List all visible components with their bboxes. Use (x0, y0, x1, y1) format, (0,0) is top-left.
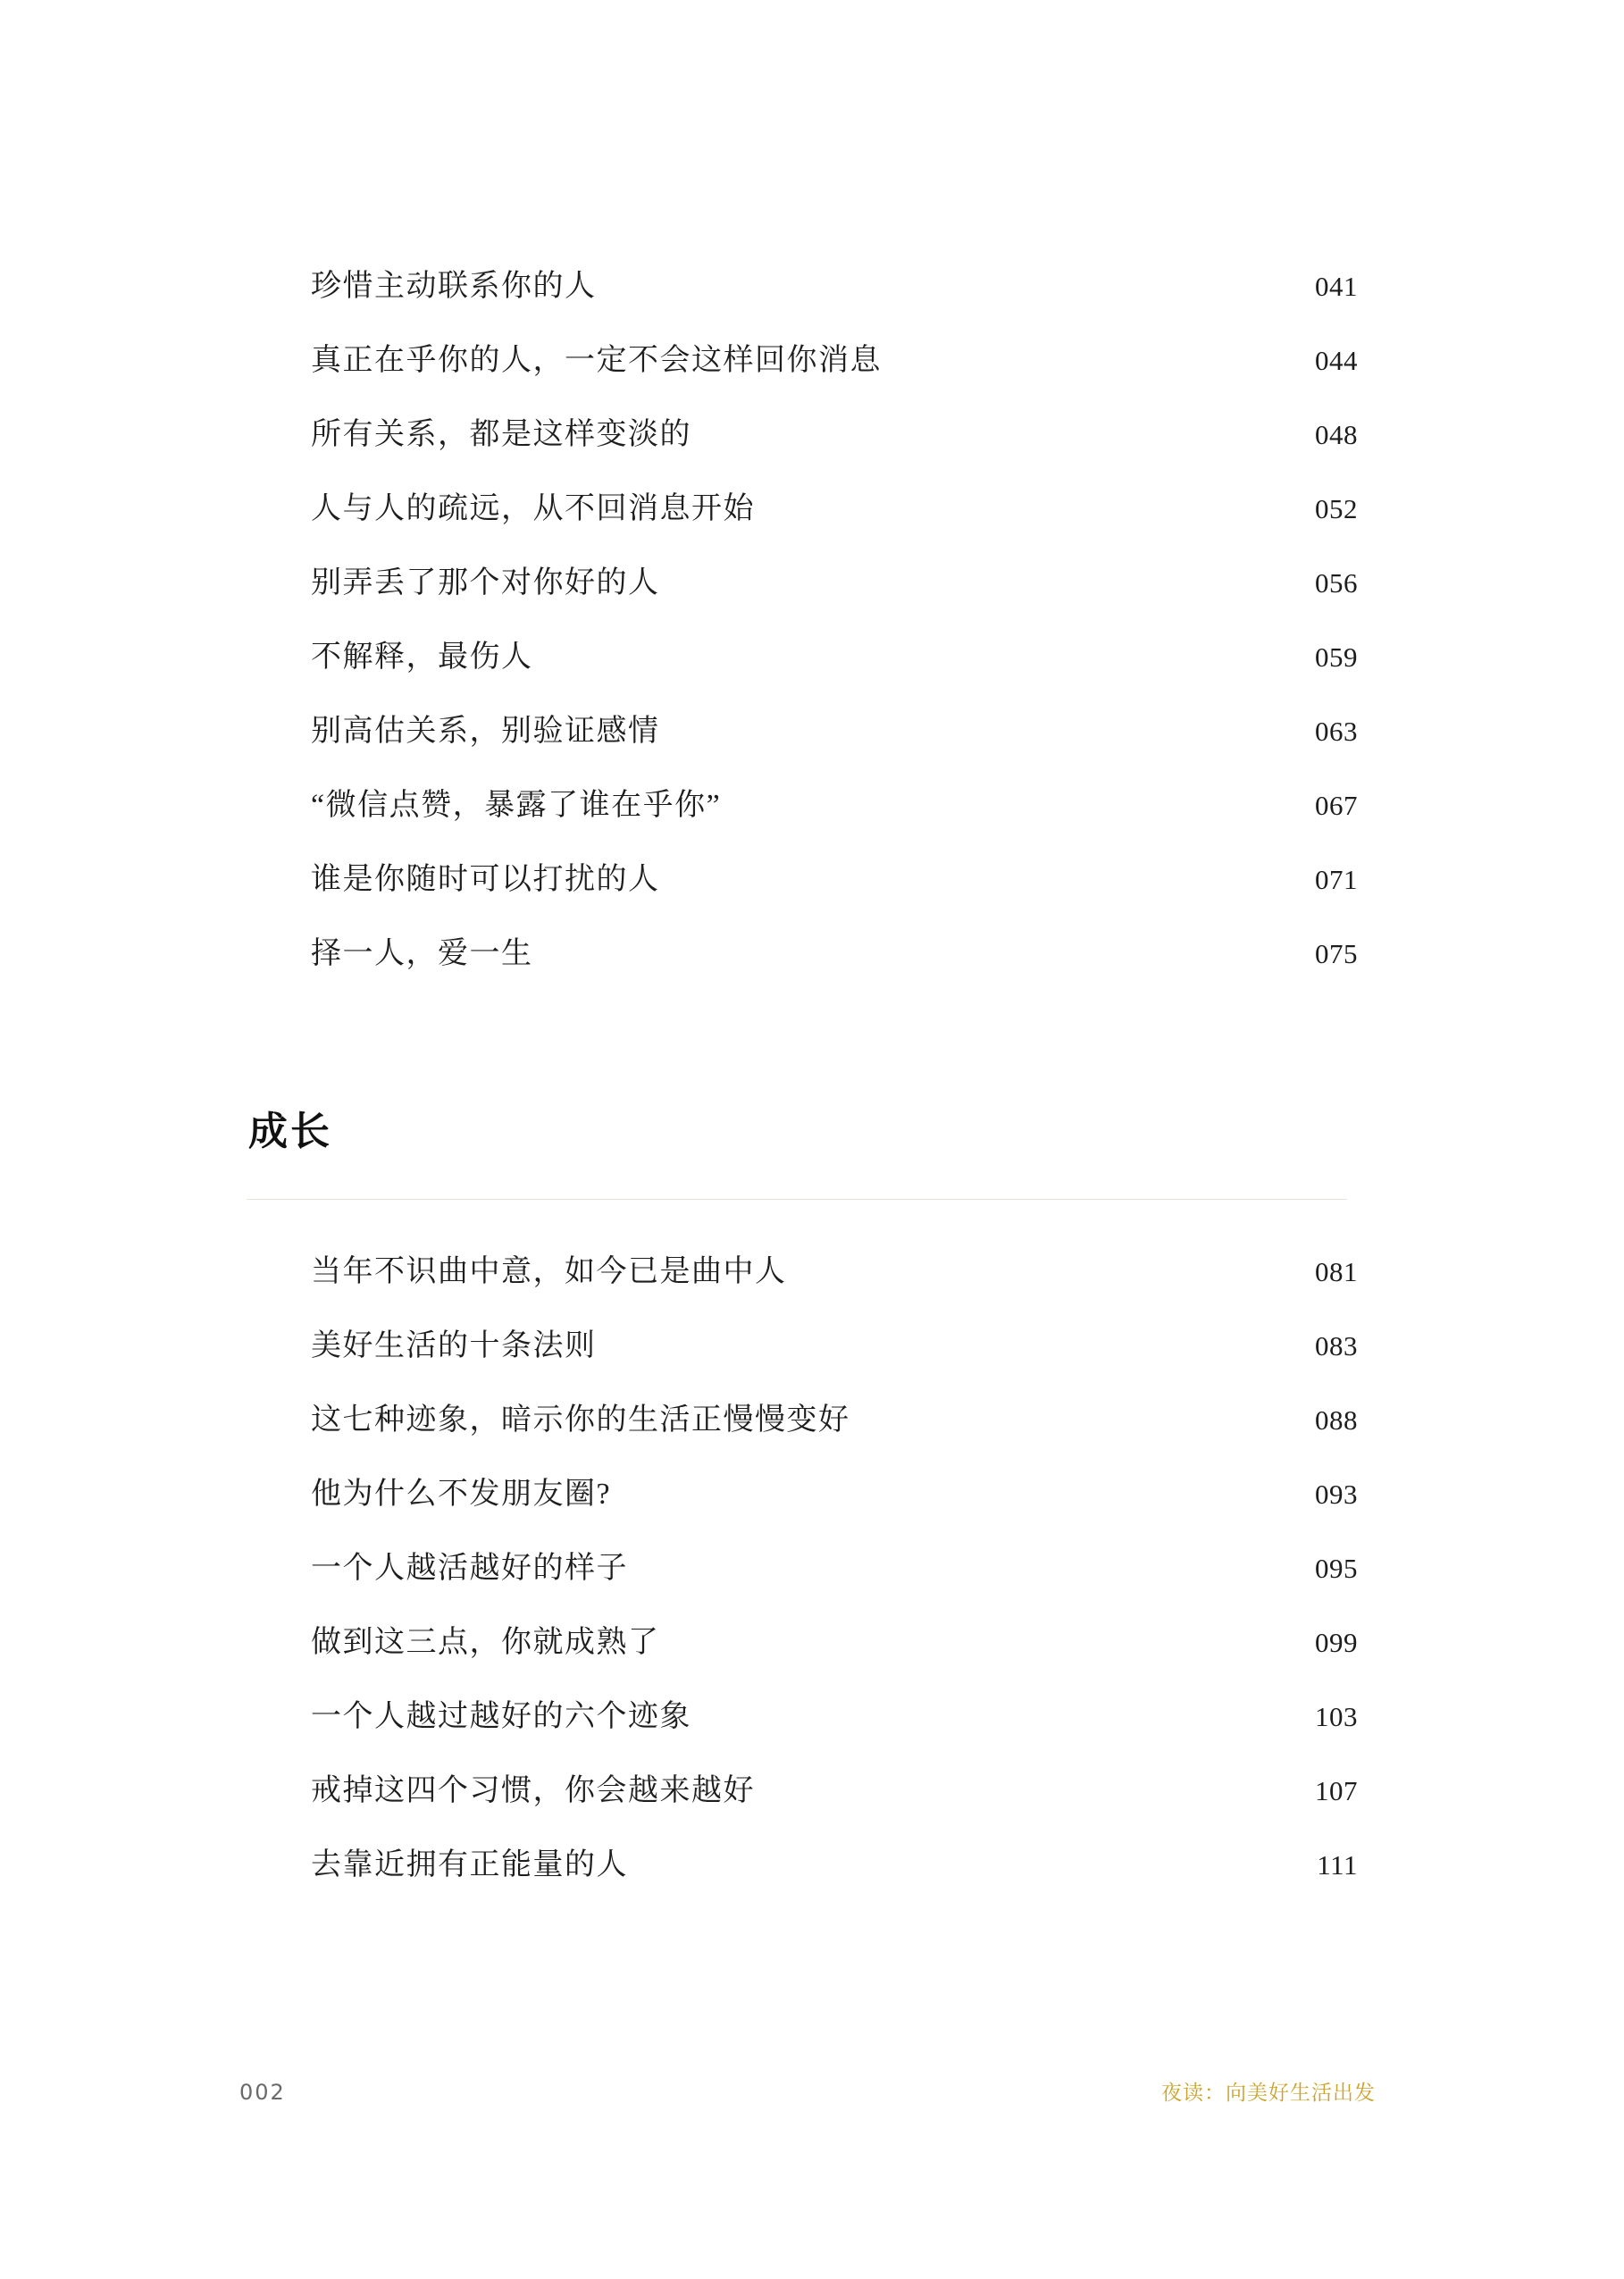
toc-entry-title: 去靠近拥有正能量的人 (311, 1848, 628, 1881)
toc-entry-title: 谁是你随时可以打扰的人 (311, 863, 660, 896)
toc-entry-page: 093 (1315, 1479, 1358, 1510)
toc-entry-title: 美好生活的十条法则 (311, 1329, 597, 1362)
toc-entry-page: 041 (1315, 271, 1358, 302)
list-item[interactable] (239, 854, 1392, 928)
toc-entry-page: 088 (1315, 1404, 1358, 1436)
toc-entry-title: 一个人越过越好的六个迹象 (311, 1700, 691, 1733)
list-item[interactable] (239, 1469, 1392, 1543)
list-item[interactable] (239, 1543, 1392, 1617)
toc-entry-title: 别高估关系，别验证感情 (311, 715, 660, 748)
list-item[interactable] (239, 1765, 1392, 1839)
toc-entry-page: 063 (1315, 716, 1358, 747)
toc-entry-page: 059 (1315, 641, 1358, 673)
list-item[interactable] (239, 928, 1392, 1002)
toc-entry-page: 111 (1317, 1849, 1358, 1881)
list-item[interactable] (239, 1617, 1392, 1691)
toc-entry-page: 083 (1315, 1330, 1358, 1362)
toc-entry-title: 别弄丢了那个对你好的人 (311, 566, 660, 599)
toc-entry-title: 当年不识曲中意，如今已是曲中人 (311, 1255, 787, 1288)
toc-entry-title: 戒掉这四个习惯，你会越来越好 (311, 1774, 755, 1807)
toc-entry-page: 075 (1315, 938, 1358, 969)
list-item[interactable] (239, 1246, 1392, 1320)
list-item[interactable] (239, 1691, 1392, 1765)
toc-entry-page: 081 (1315, 1256, 1358, 1287)
list-item[interactable] (239, 1395, 1392, 1469)
toc-entry-page: 052 (1315, 493, 1358, 524)
page-number: 002 (239, 2080, 286, 2105)
toc-entry-page: 107 (1315, 1775, 1358, 1806)
list-item[interactable] (239, 780, 1392, 854)
toc-entry-title: 这七种迹象，暗示你的生活正慢慢变好 (311, 1403, 850, 1437)
toc-entry-title: 他为什么不发朋友圈? (311, 1478, 612, 1511)
toc-entry-page: 103 (1315, 1701, 1358, 1732)
toc-content (239, 0, 1392, 1914)
list-item[interactable] (239, 557, 1392, 632)
toc-entry-page: 095 (1315, 1553, 1358, 1584)
toc-entry-title: “微信点赞，暴露了谁在乎你” (311, 789, 722, 822)
list-item[interactable] (239, 409, 1392, 483)
list-item[interactable] (239, 261, 1392, 335)
toc-entry-title: 择一人，爱一生 (311, 937, 533, 970)
toc-entry-title: 一个人越活越好的样子 (311, 1552, 628, 1585)
toc-entry-page: 099 (1315, 1627, 1358, 1658)
toc-entry-title: 人与人的疏远，从不回消息开始 (311, 492, 755, 525)
toc-entry-title: 珍惜主动联系你的人 (311, 270, 597, 303)
list-item[interactable] (239, 483, 1392, 557)
toc-entry-title: 不解释，最伤人 (311, 641, 533, 674)
list-item[interactable] (239, 1320, 1392, 1395)
toc-entry-page: 048 (1315, 419, 1358, 450)
toc-entry-page: 071 (1315, 864, 1358, 895)
section-divider (247, 1199, 1347, 1200)
section-heading: 成长 (248, 1109, 332, 1154)
list-item[interactable] (239, 1839, 1392, 1914)
page-footer (239, 2076, 1392, 2106)
running-head: 夜读：向美好生活出发 (1161, 2082, 1376, 2105)
toc-entry-page: 056 (1315, 567, 1358, 599)
toc-group-1 (239, 261, 1392, 1002)
toc-entry-title: 做到这三点，你就成熟了 (311, 1626, 660, 1659)
toc-entry-title: 所有关系，都是这样变淡的 (311, 418, 691, 451)
list-item[interactable] (239, 706, 1392, 780)
toc-group-2 (239, 1246, 1392, 1914)
toc-entry-page: 067 (1315, 790, 1358, 821)
list-item[interactable] (239, 335, 1392, 409)
toc-entry-page: 044 (1315, 345, 1358, 376)
toc-entry-title: 真正在乎你的人，一定不会这样回你消息 (311, 344, 882, 377)
toc-section-growth (239, 1099, 1392, 1914)
list-item[interactable] (239, 632, 1392, 706)
